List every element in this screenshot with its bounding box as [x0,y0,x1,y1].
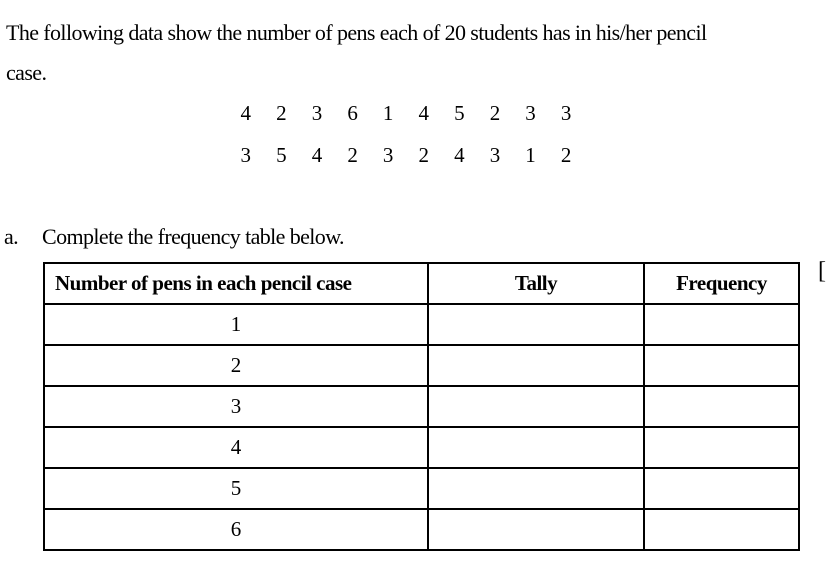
pens-value: 1 [44,304,428,345]
question-label: a. [4,224,19,249]
pens-value: 3 [44,386,428,427]
data-value: 4 [454,143,465,167]
data-row-1 [228,101,584,126]
data-value: 4 [311,143,323,167]
frequency-cell[interactable] [644,509,799,550]
table-row [44,427,799,468]
table-header-row [44,263,799,304]
data-value: 1 [525,143,536,167]
tally-cell[interactable] [428,304,644,345]
data-value: 5 [454,101,465,125]
data-value: 3 [240,143,252,167]
header-number-of-pens: Number of pens in each pencil case [44,263,428,304]
frequency-cell[interactable] [644,304,799,345]
data-row-2 [228,143,584,168]
pens-value: 4 [44,427,428,468]
data-value: 3 [382,143,394,167]
frequency-cell[interactable] [644,468,799,509]
data-value: 4 [240,101,252,125]
frequency-cell[interactable] [644,345,799,386]
tally-cell[interactable] [428,386,644,427]
data-value: 2 [560,143,572,167]
data-value: 3 [525,101,536,125]
tally-cell[interactable] [428,345,644,386]
tally-cell[interactable] [428,427,644,468]
table-row [44,509,799,550]
header-tally: Tally [428,263,644,304]
table-row [44,468,799,509]
pens-value: 2 [44,345,428,386]
frequency-cell[interactable] [644,427,799,468]
data-value: 2 [276,101,287,125]
pens-value: 6 [44,509,428,550]
frequency-cell[interactable] [644,386,799,427]
pens-value: 5 [44,468,428,509]
data-value: 1 [382,101,394,125]
marks-bracket: [ [818,258,826,284]
table-row [44,304,799,345]
frequency-table [43,262,800,551]
data-value: 3 [311,101,323,125]
data-value: 2 [347,143,358,167]
tally-cell[interactable] [428,468,644,509]
data-value: 2 [418,143,430,167]
data-value: 4 [418,101,430,125]
intro-line-1: The following data show the number of pens each of 20 students has in his/her pencil [6,20,707,45]
intro-line-2: case. [6,60,47,85]
data-value: 6 [347,101,358,125]
tally-cell[interactable] [428,509,644,550]
table-row [44,345,799,386]
question-text: Complete the frequency table below. [42,224,344,249]
data-value: 5 [276,143,287,167]
data-value: 2 [489,101,501,125]
table-row [44,386,799,427]
header-frequency: Frequency [644,263,799,304]
data-value: 3 [560,101,572,125]
data-value: 3 [489,143,501,167]
